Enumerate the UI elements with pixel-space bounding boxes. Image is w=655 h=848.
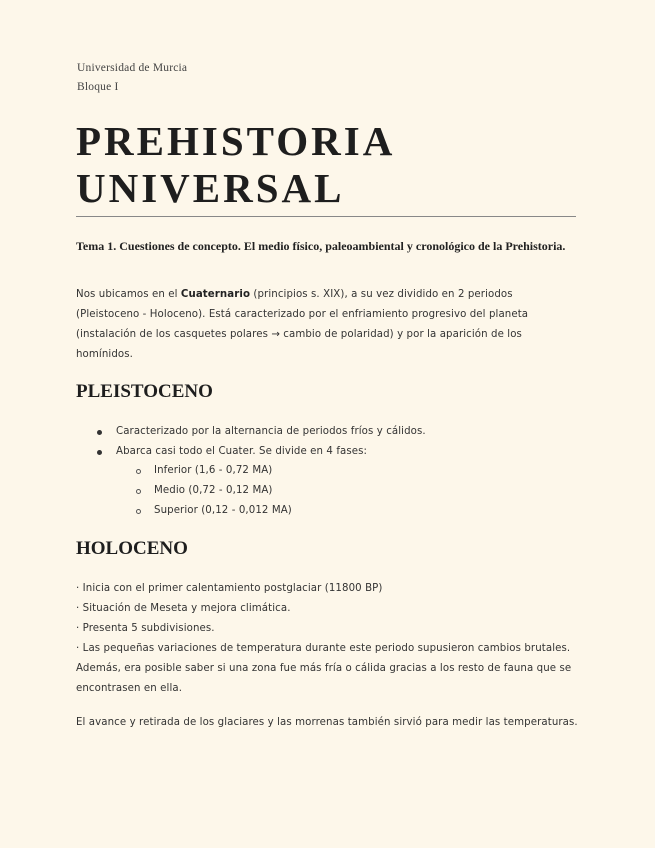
holoceno-heading: HOLOCENO xyxy=(76,538,188,559)
pleistoceno-bullet-1: Caracterizado por la alternancia de periodos fríos y cálidos. xyxy=(116,426,426,437)
phase-inferior: Inferior (1,6 - 0,72 MA) xyxy=(154,465,273,476)
bullet-dot-icon xyxy=(97,450,102,455)
holoceno-line-6: encontrasen en ella. xyxy=(76,683,183,694)
block-label: Bloque I xyxy=(77,81,119,93)
phase-superior: Superior (0,12 - 0,012 MA) xyxy=(154,505,292,516)
bullet-circle-icon xyxy=(136,509,141,514)
pleistoceno-heading: PLEISTOCENO xyxy=(76,381,213,402)
institution-label: Universidad de Murcia xyxy=(77,62,188,74)
intro-line3: (instalación de los casquetes polares → cambio de polaridad) y por la aparición de los xyxy=(76,329,522,340)
intro-line1: Nos ubicamos en el Cuaternario (principios s. XIX), a su vez dividido en 2 periodos xyxy=(76,289,513,300)
holoceno-line-1: · Inicia con el primer calentamiento postglaciar (11800 BP) xyxy=(76,583,383,594)
intro-line2: (Pleistoceno - Holoceno). Está caracterizado por el enfriamiento progresivo del planeta xyxy=(76,309,529,320)
holoceno-line-2: · Situación de Meseta y mejora climática. xyxy=(76,603,291,614)
closing-paragraph: El avance y retirada de los glaciares y las morrenas también sirvió para medir las temperaturas. xyxy=(76,717,578,728)
bullet-circle-icon xyxy=(136,489,141,494)
holoceno-line-5: Además, era posible saber si una zona fue más fría o cálida gracias a los resto de fauna que se xyxy=(76,663,572,674)
page-title-line2: UNIVERSAL xyxy=(76,165,345,211)
intro-paragraph xyxy=(76,285,576,365)
page-title-line1: PREHISTORIA xyxy=(76,118,396,164)
pleistoceno-bullet-2: Abarca casi todo el Cuater. Se divide en 4 fases: xyxy=(116,446,368,457)
holoceno-line-3: · Presenta 5 subdivisiones. xyxy=(76,623,215,634)
bullet-dot-icon xyxy=(97,430,102,435)
intro-line4: homínidos. xyxy=(76,349,133,360)
bullet-circle-icon xyxy=(136,469,141,474)
title-divider xyxy=(76,216,576,217)
holoceno-line-4: · Las pequeñas variaciones de temperatura durante este periodo supusieron cambios brutales. xyxy=(76,643,571,654)
cuaternario-term: Cuaternario xyxy=(180,289,251,300)
topic-heading: Tema 1. Cuestiones de concepto. El medio físico, paleoambiental y cronológico de la Prehistoria. xyxy=(76,239,566,253)
phase-medio: Medio (0,72 - 0,12 MA) xyxy=(154,485,273,496)
